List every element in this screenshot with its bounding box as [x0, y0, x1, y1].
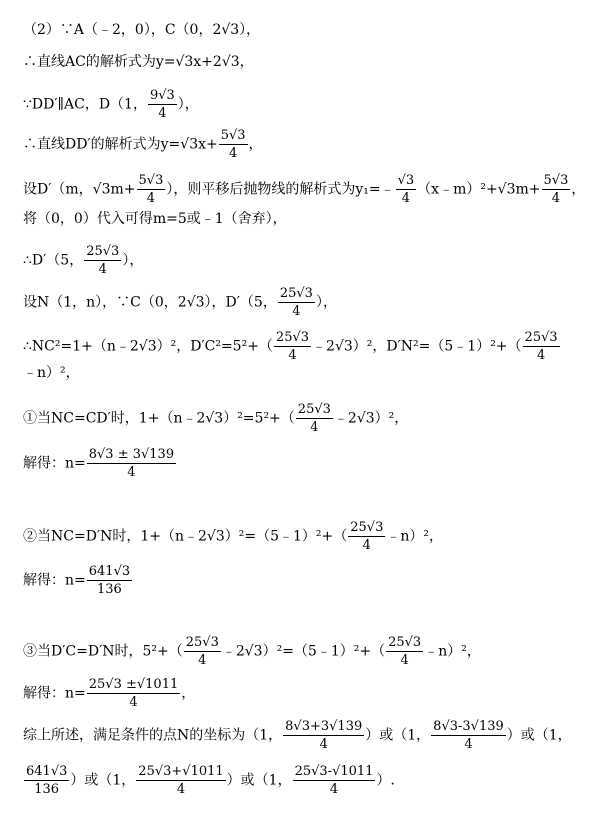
numerator: 8√3 ± 3√139 [88, 447, 175, 462]
line-text: ， [248, 136, 263, 153]
text-line [23, 244, 144, 277]
fraction [296, 402, 333, 435]
line-text: 设D′（m，√3m+ [23, 181, 136, 198]
line-text: ∴直线AC的解析式为y=√3x+2√3， [23, 54, 254, 70]
denominator: 4 [362, 538, 371, 553]
fraction [137, 173, 166, 206]
denominator: 4 [319, 737, 328, 752]
line-text: ①当NC=CD′时，1+（n﹣2√3）²=5²+（ [23, 410, 295, 427]
fraction [431, 719, 506, 752]
line-text: ∴直线DD′的解析式为y=√3x+ [23, 136, 218, 153]
fraction [283, 719, 364, 752]
fraction [24, 764, 69, 797]
text-line [23, 173, 586, 206]
line-text: ﹣2√3）²=（5﹣1）²+（ [221, 643, 386, 660]
fraction [348, 520, 385, 553]
fraction [523, 330, 560, 363]
fraction [278, 286, 315, 319]
line-text: 解得：n= [23, 455, 86, 472]
denominator: 4 [292, 304, 301, 319]
fraction [148, 88, 177, 121]
denominator: 4 [401, 191, 411, 206]
numerator: 25√3 ±√1011 [88, 677, 179, 692]
line-text: 解得：n= [23, 685, 86, 702]
text-line [23, 447, 177, 480]
line-text: （2）∵A（﹣2，0），C（0，2√3）， [23, 22, 261, 38]
text-line [23, 286, 337, 319]
line-text: 设N（1，n），∵C（0，2√3），D′（5， [23, 294, 277, 311]
line-text: ﹣n）²， [23, 365, 80, 381]
denominator: 4 [464, 737, 473, 752]
line-text: ）或（1， [365, 727, 431, 744]
line-text: ﹣n）²， [424, 643, 481, 660]
numerator: 8√3-3√139 [433, 719, 504, 734]
text-line [23, 719, 572, 752]
numerator: 641√3 [26, 764, 68, 779]
denominator: 4 [536, 348, 546, 363]
numerator: 8√3+3√139 [285, 719, 363, 734]
numerator: 25√3 [524, 330, 558, 345]
numerator: 9√3 [149, 88, 175, 103]
denominator: 136 [34, 782, 60, 797]
line-text: 解得：n= [23, 572, 86, 589]
text-line [23, 52, 254, 72]
line-text: ∴NC²=1+（n﹣2√3）²，D′C²=5²+（ [23, 338, 273, 355]
numerator: 5√3 [220, 128, 246, 143]
numerator: 25√3+√1011 [138, 764, 224, 779]
line-text: ）或（1， [506, 727, 572, 744]
text-line [23, 363, 80, 383]
line-text: ﹣2√3）²，D′N²=（5﹣1）²+（ [312, 338, 522, 355]
fraction [87, 447, 176, 480]
denominator: 4 [176, 782, 186, 797]
line-text: 将（0，0）代入可得m=5或﹣1（舍弃）， [23, 211, 287, 227]
denominator: 4 [129, 695, 138, 710]
fraction [184, 635, 221, 668]
line-text: ）， [315, 294, 337, 311]
denominator: 4 [288, 348, 297, 363]
line-text: ， [571, 181, 586, 198]
text-line [23, 564, 133, 597]
line-text: ﹣n）²， [386, 528, 443, 545]
text-line [23, 764, 395, 797]
line-text: ， [181, 685, 196, 702]
line-text: 综上所述，满足条件的点N的坐标为（1， [23, 727, 283, 744]
fraction [84, 244, 121, 277]
text-line [23, 402, 409, 435]
text-line [23, 128, 263, 161]
fraction [396, 173, 417, 206]
line-text: ﹣2√3）²， [333, 410, 409, 427]
text-line [23, 677, 196, 710]
fraction [293, 764, 376, 797]
numerator: 641√3 [88, 564, 131, 579]
numerator: 5√3 [543, 173, 569, 188]
text-line [23, 209, 287, 229]
denominator: 4 [400, 653, 409, 668]
line-text: （x﹣m）²+√3m+ [417, 181, 541, 198]
line-text: ③当D′C=D′N时，5²+（ [23, 643, 183, 660]
denominator: 4 [158, 106, 167, 121]
denominator: 4 [146, 191, 156, 206]
text-line [23, 520, 443, 553]
numerator: 5√3 [138, 173, 164, 188]
numerator: 25√3-√1011 [294, 764, 374, 779]
text-line [23, 330, 561, 363]
fraction [87, 677, 181, 710]
numerator: 25√3 [297, 402, 331, 417]
denominator: 4 [551, 191, 561, 206]
text-line [23, 20, 260, 40]
text-line [23, 88, 199, 121]
fraction [386, 635, 423, 668]
line-text: ）， [122, 252, 144, 269]
denominator: 4 [198, 653, 207, 668]
fraction [542, 173, 571, 206]
denominator: 4 [98, 262, 107, 277]
numerator: 25√3 [275, 330, 310, 345]
line-text: ）， [177, 96, 199, 113]
line-text: ），则平移后抛物线的解析式为y₁=﹣ [166, 181, 395, 198]
numerator: 25√3 [388, 635, 422, 650]
numerator: √3 [397, 173, 415, 188]
denominator: 4 [127, 465, 136, 480]
fraction [87, 564, 132, 597]
text-line [23, 635, 481, 668]
line-text: ∵DD′∥AC，D（1， [23, 96, 147, 113]
denominator: 4 [329, 782, 339, 797]
line-text: ）或（1， [70, 772, 136, 789]
fraction [219, 128, 248, 161]
numerator: 25√3 [279, 286, 313, 301]
line-text: ）或（1， [226, 772, 292, 789]
denominator: 4 [229, 146, 238, 161]
numerator: 25√3 [185, 635, 219, 650]
numerator: 25√3 [86, 244, 120, 259]
fraction [274, 330, 311, 363]
numerator: 25√3 [350, 520, 384, 535]
fraction [136, 764, 225, 797]
line-text: ②当NC=D′N时，1+（n﹣2√3）²=（5﹣1）²+（ [23, 528, 348, 545]
line-text: ∴D′（5， [23, 252, 84, 269]
denominator: 136 [97, 582, 122, 597]
line-text: ）. [376, 772, 395, 789]
denominator: 4 [310, 420, 319, 435]
